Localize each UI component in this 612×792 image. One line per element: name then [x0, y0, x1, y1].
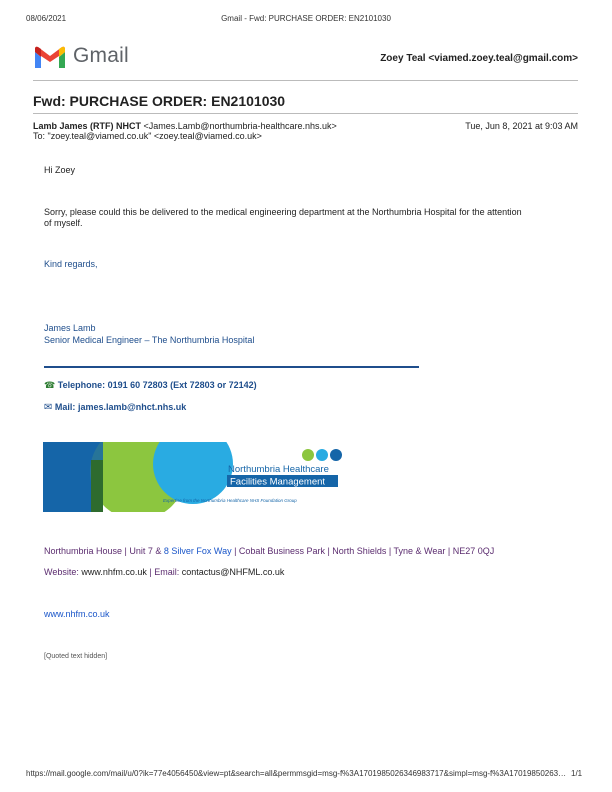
signature-name: James Lamb — [44, 323, 96, 333]
sender — [33, 121, 337, 131]
gmail-brand: Gmail — [73, 44, 129, 67]
message-date: Tue, Jun 8, 2021 at 9:03 AM — [465, 121, 578, 131]
print-date: 08/06/2021 — [26, 14, 67, 23]
body-paragraph-line2: of myself. — [44, 218, 83, 228]
sender-email: <James.Lamb@northumbria-healthcare.nhs.uk> — [143, 121, 337, 131]
phone-icon: ☎ — [44, 380, 56, 390]
account-name: Zoey Teal <viamed.zoey.teal@gmail.com> — [380, 53, 578, 64]
website-line — [44, 567, 284, 579]
website-label: Website: — [44, 567, 82, 577]
gmail-logo-icon — [33, 46, 67, 70]
northumbria-facilities-logo — [43, 442, 343, 512]
email-label: | Email: — [146, 567, 182, 577]
address-link[interactable]: 8 Silver Fox Way — [163, 546, 232, 556]
recipient: To: "zoey.teal@viamed.co.uk" <zoey.teal@viamed.co.uk> — [33, 131, 262, 141]
telephone-line — [44, 380, 257, 392]
signature-rule — [44, 366, 419, 368]
banner-tagline: Expertise from the Northumbria Healthcare NHS Foundation Group — [163, 498, 297, 503]
address-part1: Northumbria House | Unit 7 & — [44, 546, 164, 556]
subject-divider — [33, 113, 578, 114]
envelope-icon: ✉ — [44, 402, 53, 413]
banner-line2: Facilities Management — [230, 476, 326, 488]
mail-address-link[interactable]: james.lamb@nhct.nhs.uk — [77, 402, 187, 412]
print-title: Gmail - Fwd: PURCHASE ORDER: EN2101030 — [221, 14, 391, 23]
sender-name: Lamb James (RTF) NHCT — [33, 121, 142, 131]
body-paragraph-line1: Sorry, please could this be delivered to the medical engineering department at the Northumbria Hospital for the attention — [44, 207, 522, 217]
website-value: www.nhfm.co.uk — [81, 567, 147, 577]
address-line — [44, 546, 494, 558]
mail-label: Mail: — [54, 402, 76, 412]
closing: Kind regards, — [44, 259, 98, 269]
greeting: Hi Zoey — [44, 165, 76, 175]
mail-line — [44, 402, 186, 414]
quoted-text-toggle[interactable]: [Quoted text hidden] — [44, 653, 108, 660]
telephone: Telephone: 0191 60 72803 (Ext 72803 or 72142) — [57, 380, 257, 390]
email-value: contactus@NHFML.co.uk — [181, 567, 285, 577]
print-page-number: 1/1 — [571, 769, 583, 778]
banner-line1: Northumbria Healthcare — [228, 464, 329, 475]
print-url: https://mail.google.com/mail/u/0?ik=77e4056450&view=pt&search=all&permmsgid=msg-f%3A1701985026346983717&simpl=msg-f%3A17019850263… — [26, 769, 566, 778]
header-divider — [33, 80, 578, 81]
subject: Fwd: PURCHASE ORDER: EN2101030 — [33, 93, 286, 109]
signature-title: Senior Medical Engineer – The Northumbria Hospital — [44, 335, 255, 345]
website-link[interactable]: www.nhfm.co.uk — [44, 609, 110, 619]
address-part2: | Cobalt Business Park | North Shields | Tyne & Wear | NE27 0QJ — [231, 546, 495, 556]
